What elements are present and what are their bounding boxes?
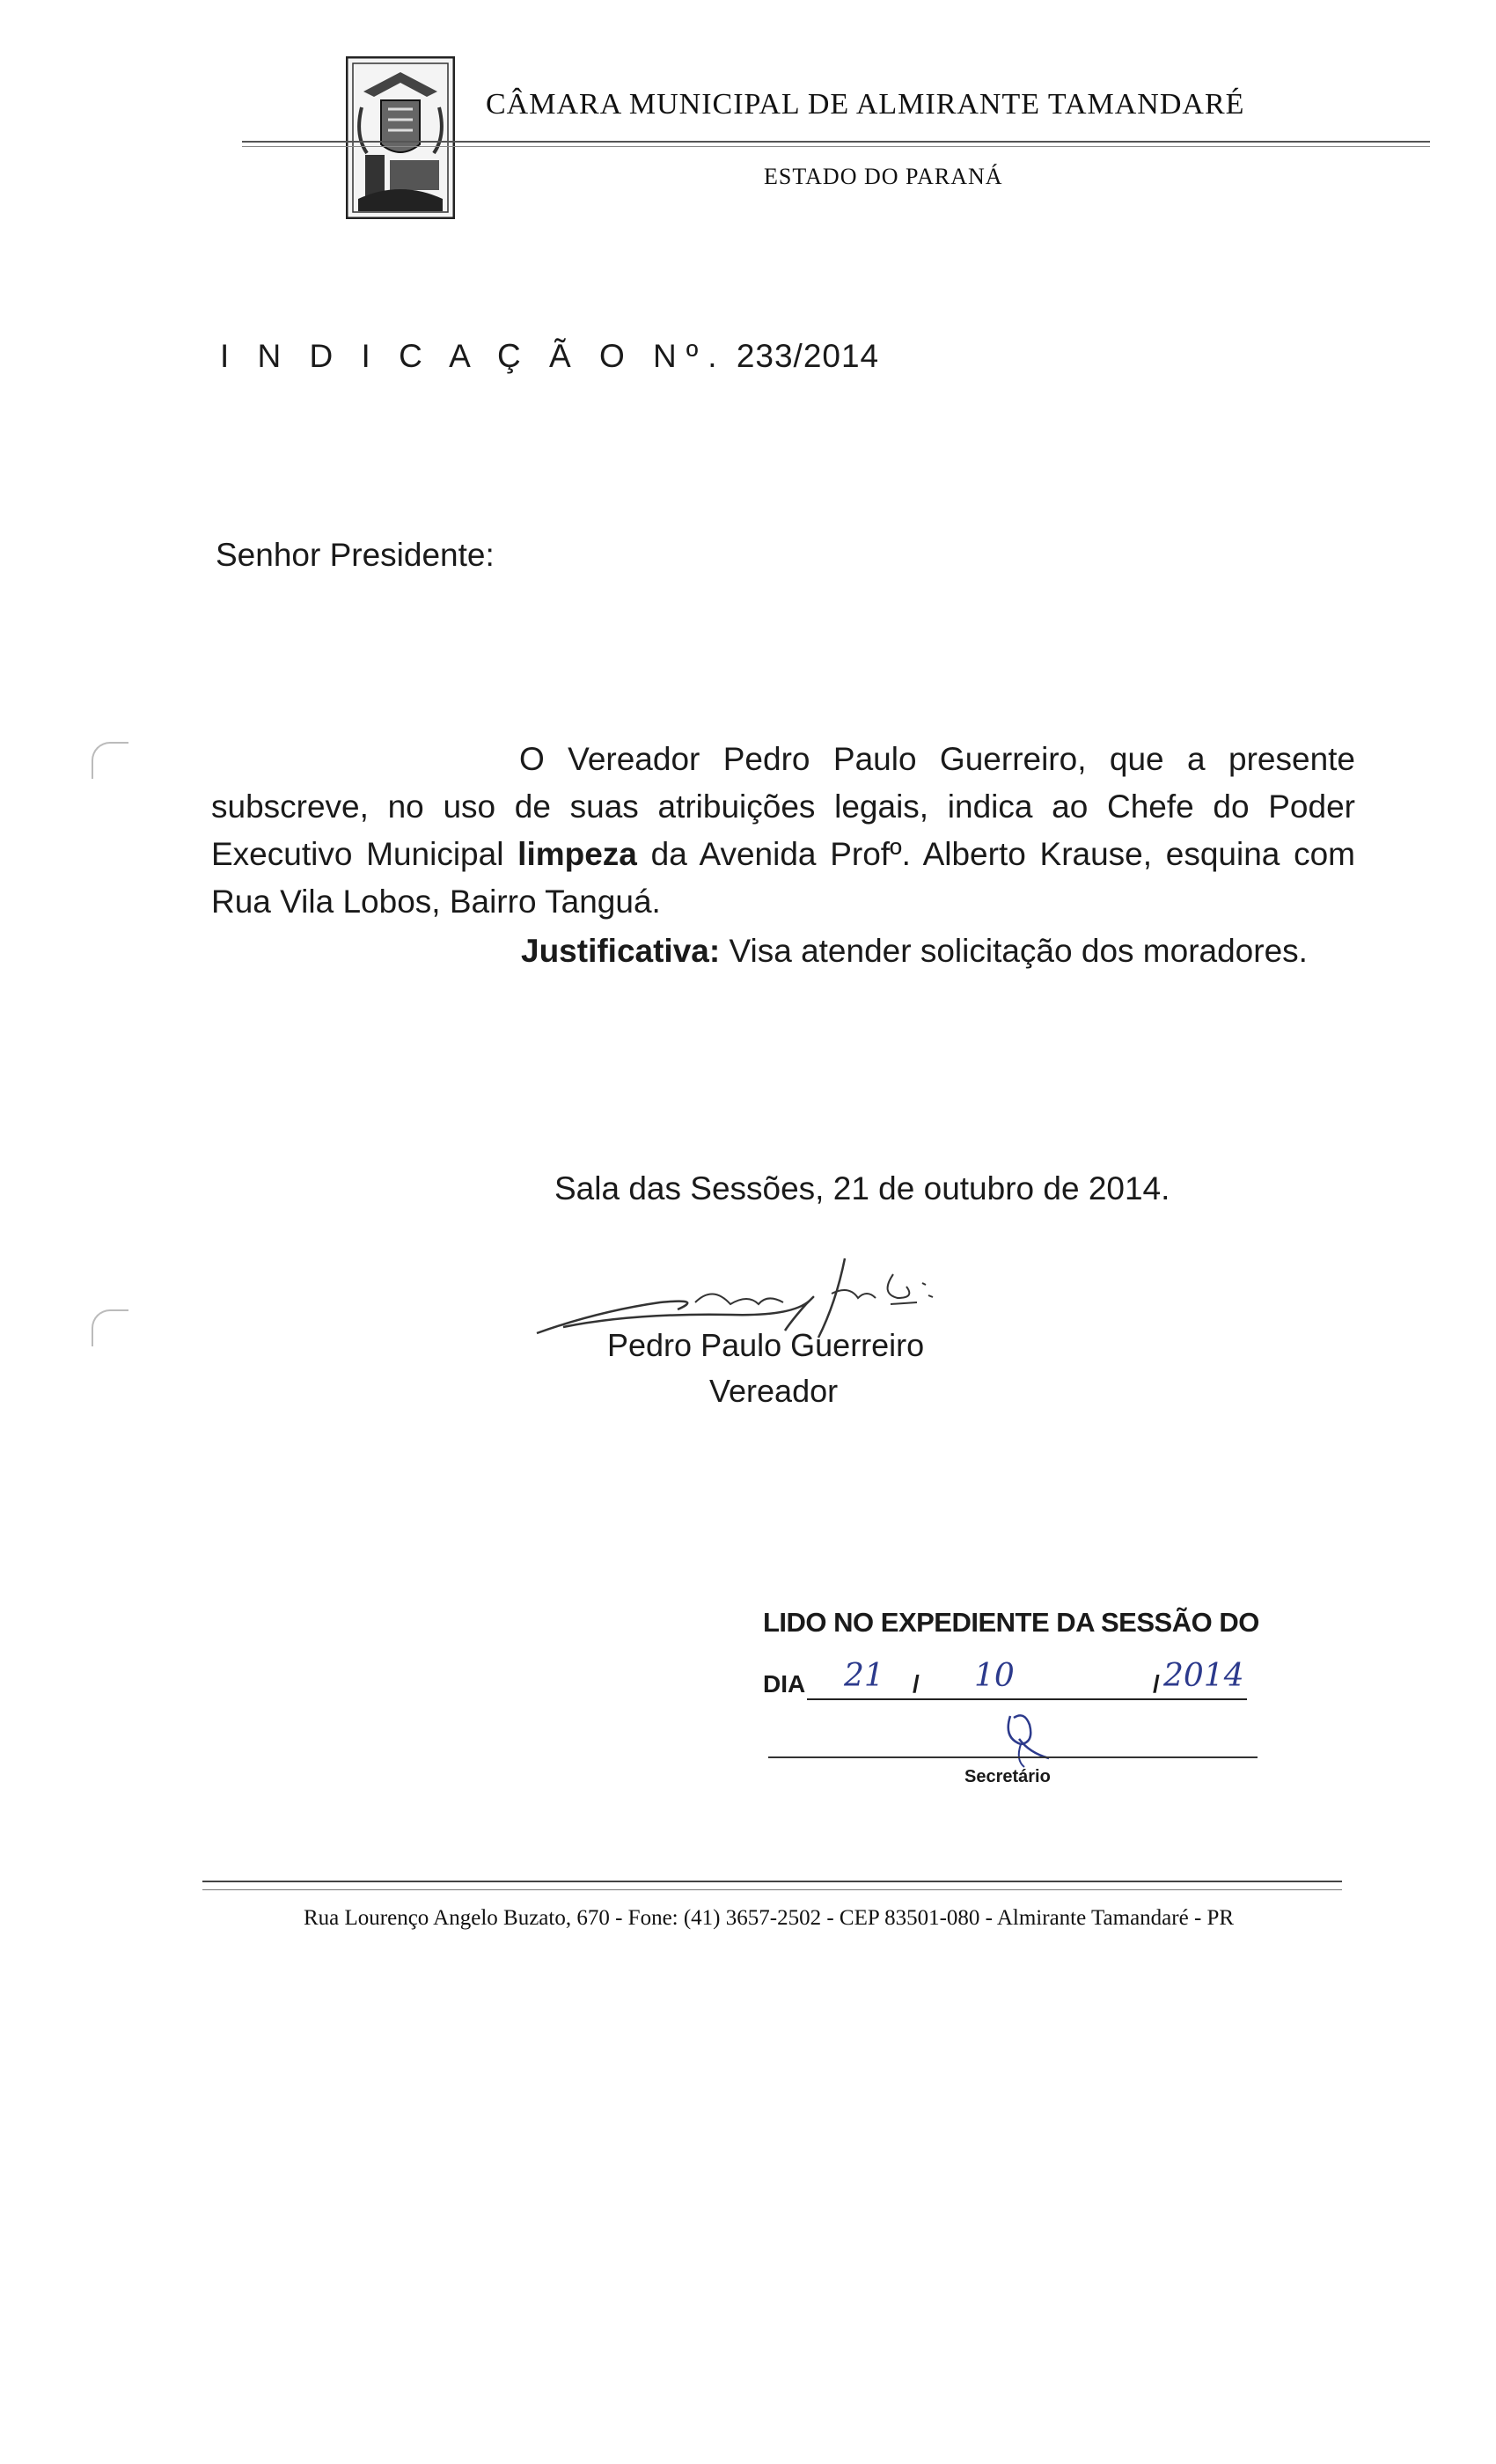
secretary-signature-line [768, 1756, 1258, 1758]
header-divider-thin [242, 146, 1430, 147]
institution-name: CÂMARA MUNICIPAL DE ALMIRANTE TAMANDARÉ [486, 88, 1245, 121]
document-title [220, 338, 879, 375]
signer-name: Pedro Paulo Guerreiro [607, 1327, 925, 1363]
body-paragraph [211, 736, 1355, 926]
stamp-title: LIDO NO EXPEDIENTE DA SESSÃO DO [763, 1607, 1259, 1638]
footer-divider [202, 1881, 1342, 1882]
justification-label: Justificativa: [521, 933, 721, 969]
salutation: Senhor Presidente: [216, 537, 495, 573]
header-divider [242, 141, 1430, 143]
punch-hole-mark [92, 1309, 128, 1346]
stamp-separator: / [1153, 1670, 1160, 1698]
body-text-start: O Vereador Pedro Paulo Guerreiro, que a presente subscreve, no uso de suas atribuições legais, indica ao Chefe do Poder Executivo Municipal [211, 741, 1355, 872]
signer-role: Vereador [709, 1373, 839, 1409]
title-number: 233/2014 [736, 338, 880, 374]
footer-address: Rua Lourenço Angelo Buzato, 670 - Fone: (41) 3657-2502 - CEP 83501-080 - Almirante Tamandaré - PR [304, 1906, 1235, 1930]
stamp-day: 21 [844, 1658, 884, 1694]
municipal-crest-icon [346, 56, 455, 219]
stamp-month: 10 [974, 1658, 1015, 1694]
stamp-day-label: DIA [763, 1670, 806, 1698]
body-text-end: da Avenida Profº. Alberto Krause, esquina com Rua Vila Lobos, Bairro Tanguá. [211, 836, 1356, 920]
stamp-date-row [763, 1658, 1256, 1700]
state-name: ESTADO DO PARANÁ [764, 164, 1003, 189]
title-prefix: I N D I C A Ç Ã O Nº. [220, 338, 727, 374]
justification [521, 933, 1308, 970]
session-date: Sala das Sessões, 21 de outubro de 2014. [554, 1170, 1170, 1206]
justification-text: Visa atender solicitação dos moradores. [729, 933, 1308, 969]
stamp-year: 2014 [1163, 1658, 1244, 1694]
secretary-label: Secretário [964, 1767, 1051, 1786]
stamp-separator: / [913, 1670, 920, 1698]
body-text-bold: limpeza [517, 836, 637, 872]
punch-hole-mark [92, 742, 128, 779]
footer-divider-thin [202, 1889, 1342, 1890]
secretary-initials-mark [994, 1698, 1056, 1769]
